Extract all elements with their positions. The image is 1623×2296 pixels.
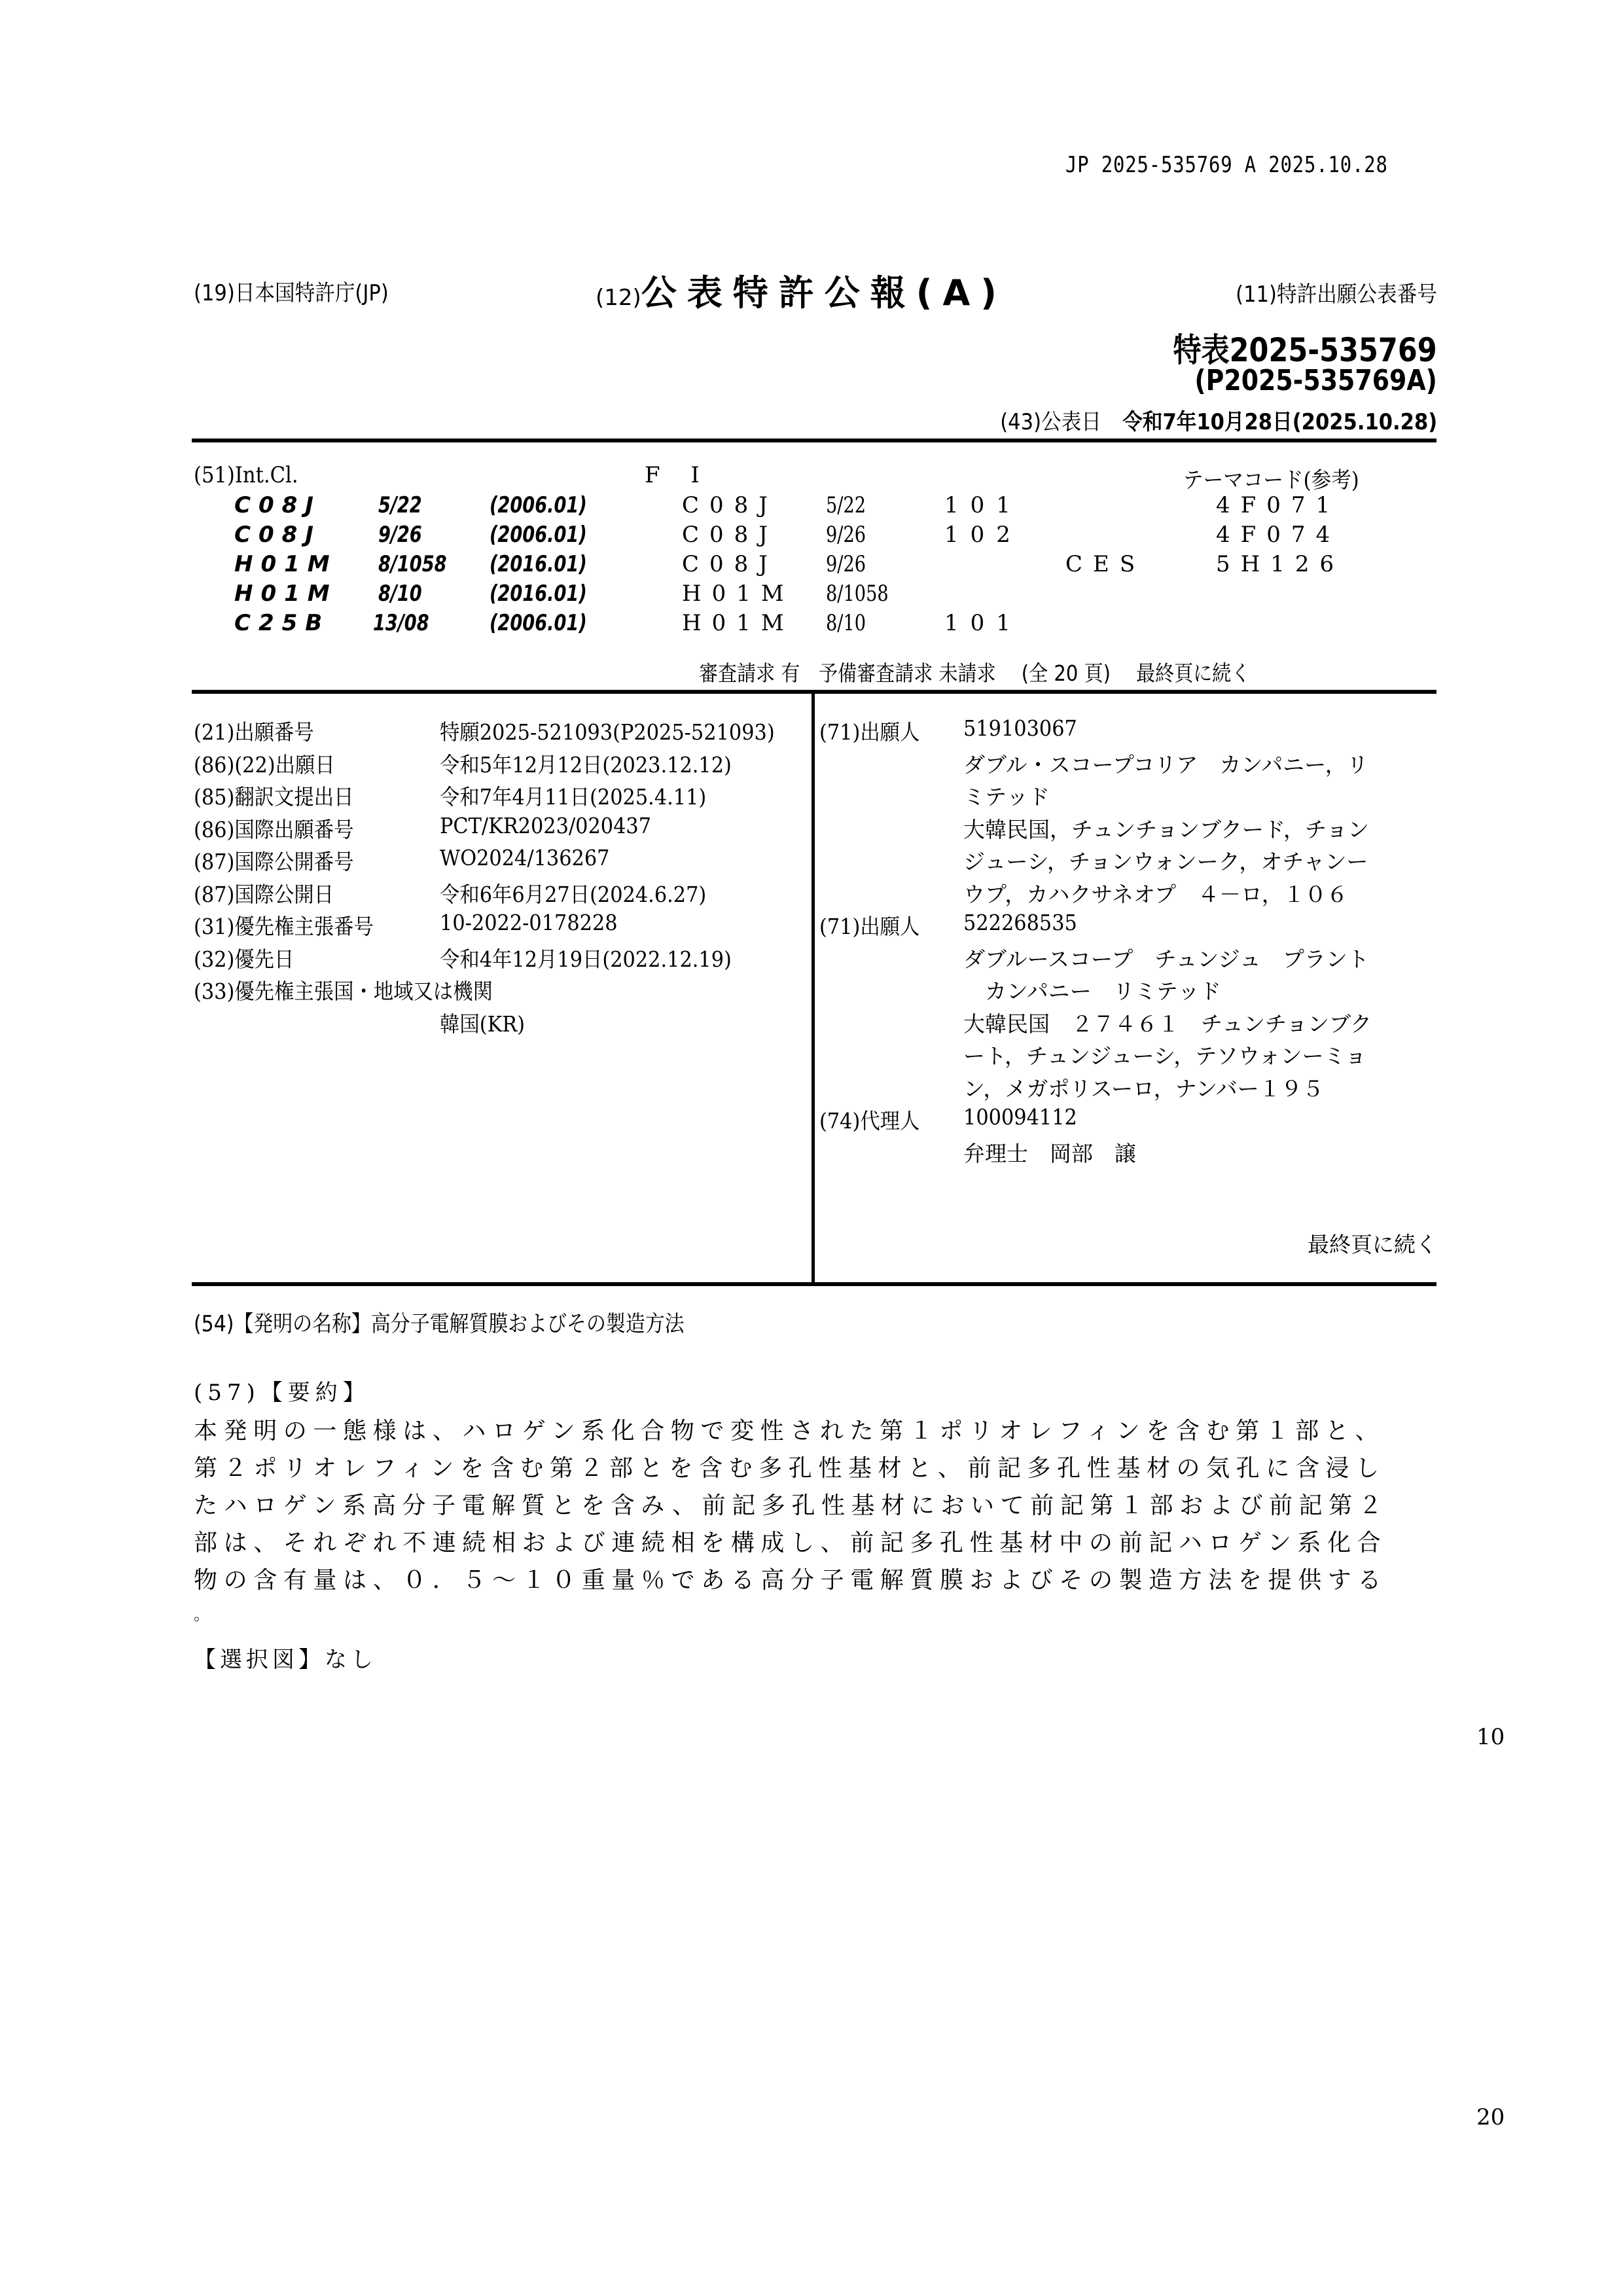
intcl-version: (2006.01): [490, 492, 587, 518]
applicant-id: 519103067: [963, 715, 1077, 741]
priority-number-label: (31)優先権主張番号: [194, 914, 374, 939]
examination-status: [699, 656, 1250, 687]
intl-application-number: PCT/KR2023/020437: [440, 813, 652, 838]
theme-code: 4F074: [1216, 522, 1341, 548]
application-number: 特願2025-521093(P2025-521093): [440, 719, 775, 745]
translation-date: 令和7年4月11日(2025.4.11): [440, 784, 707, 810]
publication-title: [596, 265, 1007, 315]
priority-date-label: (32)優先日: [194, 946, 294, 972]
publication-number: 特表2025-535769: [1173, 331, 1437, 369]
intcl-class: C25B: [234, 610, 330, 636]
priority-country-label: (33)優先権主張国・地域又は機関: [194, 978, 493, 1004]
intcl-group: 5/22: [378, 492, 422, 518]
abstract-heading: (57)【要約】: [194, 1380, 370, 1406]
applicant-address: ジューシ，チョンウォンーク，オチャンー: [963, 849, 1368, 874]
margin-line-number: 10: [1476, 1724, 1505, 1750]
prelim-exam-request: 予備審査請求 未請求: [819, 660, 996, 686]
applicant-address: 大韓民国，チュンチョンブクード，チョン: [963, 817, 1370, 842]
applicant-label: (71)出願人: [819, 719, 920, 745]
theme-code: 5H126: [1216, 551, 1345, 577]
bottom-rule: [192, 1282, 1436, 1286]
priority-date: 令和4年12月19日(2022.12.19): [440, 946, 732, 972]
fi-subgroup: 101: [944, 492, 1022, 518]
fi-class: C08J: [682, 551, 778, 577]
application-number-label: (21)出願番号: [194, 719, 314, 745]
continued-note: 最終頁に続く: [1308, 1232, 1437, 1257]
fi-class: C08J: [682, 522, 778, 548]
priority-country: 韓国(KR): [440, 1011, 525, 1037]
applicant-id: 522268535: [963, 910, 1077, 935]
intcl-class: H01M: [234, 551, 338, 577]
intcl-version: (2006.01): [490, 522, 587, 548]
agent-id: 100094112: [963, 1104, 1077, 1130]
fi-class: H01M: [682, 610, 794, 636]
intl-publication-number: WO2024/136267: [440, 845, 610, 870]
continued-note: 最終頁に続く: [1136, 660, 1251, 686]
applicant-name: ダブルースコープ チュンジュ プラント: [963, 946, 1369, 972]
abstract-line: 物の含有量は、０．５～１０重量％である高分子電解質膜およびその製造方法を提供する: [194, 1567, 1388, 1594]
publication-date-value: 令和7年10月28日(2025.10.28): [1122, 409, 1437, 435]
agent-label: (74)代理人: [819, 1108, 920, 1134]
intcl-group: 13/08: [373, 610, 429, 636]
fi-group: 9/26: [826, 522, 866, 548]
filing-date-label: (86)(22)出願日: [194, 752, 335, 778]
intcl-group: 8/1058: [378, 551, 447, 577]
intcl-label: (51)Int.Cl.: [194, 462, 298, 488]
applicant-name: ダブル・スコープコリア カンパニー，リ: [963, 752, 1368, 778]
filing-date: 令和5年12月12日(2023.12.12): [440, 752, 732, 778]
fi-group: 9/26: [826, 551, 866, 577]
intcl-version: (2016.01): [490, 551, 587, 577]
agent-name: 弁理士 岡部 譲: [963, 1141, 1136, 1166]
fi-label: F I: [645, 462, 711, 488]
invention-title: (54)【発明の名称】高分子電解質膜およびその製造方法: [194, 1311, 685, 1337]
theme-code: 4F071: [1216, 492, 1341, 518]
fi-extra: CES: [1065, 551, 1146, 577]
publication-number-label: (11)特許出願公表番号: [1236, 281, 1437, 308]
applicant-name: ミテッド: [963, 784, 1050, 810]
intl-publication-date: 令和6年6月27日(2024.6.27): [440, 882, 707, 907]
publication-number-p: (P2025-535769A): [1194, 364, 1437, 397]
abstract-line: 。: [194, 1605, 216, 1624]
abstract-line: たハロゲン系高分子電解質とを含み、前記多孔性基材において前記第１部および前記第２: [194, 1492, 1389, 1519]
intl-application-number-label: (86)国際出願番号: [194, 817, 354, 842]
title-text: 公表特許公報(A): [641, 272, 1007, 314]
abstract-line: 本発明の一態様は、ハロゲン系化合物で変性された第１ポリオレフィンを含む第１部と、: [194, 1418, 1385, 1444]
priority-number: 10-2022-0178228: [440, 910, 618, 935]
intcl-class: H01M: [234, 581, 338, 607]
applicant-address: ン，メガポリスーロ，ナンバー１９５: [963, 1076, 1324, 1102]
intcl-version: (2016.01): [490, 581, 587, 607]
intcl-class: C08J: [234, 492, 321, 518]
applicant-address: ート，チュンジューシ，テソウォンーミョ: [963, 1043, 1366, 1069]
applicant-name: カンパニー リミテッド: [963, 978, 1221, 1004]
column-divider: [812, 692, 815, 1284]
fi-group: 8/10: [826, 610, 866, 636]
intl-publication-number-label: (87)国際公開番号: [194, 849, 354, 874]
exam-request: 審査請求 有: [699, 660, 800, 686]
publication-date: [1000, 404, 1437, 436]
fi-class: H01M: [682, 581, 794, 607]
publication-date-label: (43)公表日: [999, 409, 1101, 435]
applicant-address: 大韓民国 ２７４６１ チュンチョンブク: [963, 1011, 1372, 1037]
page-count: (全 20 頁): [1021, 660, 1111, 686]
title-number: (12): [596, 285, 641, 311]
applicant-label: (71)出願人: [819, 914, 920, 939]
applicant-address: ウプ，カハクサネオプ ４－ロ，１０６: [963, 882, 1348, 907]
fi-group: 8/1058: [826, 581, 889, 607]
abstract-line: 部は、それぞれ不連続相および連続相を構成し、前記多孔性基材中の前記ハロゲン系化合: [194, 1530, 1387, 1556]
abstract-line: 第２ポリオレフィンを含む第２部とを含む多孔性基材と、前記多孔性基材の気孔に含浸し: [194, 1455, 1385, 1482]
intcl-group: 9/26: [378, 522, 422, 548]
top-rule: [192, 439, 1436, 442]
intcl-class: C08J: [234, 522, 321, 548]
fi-class: C08J: [682, 492, 778, 518]
margin-line-number: 20: [1476, 2104, 1505, 2130]
translation-date-label: (85)翻訳文提出日: [194, 784, 354, 810]
selected-figure: 【選択図】なし: [194, 1647, 377, 1673]
patent-office: (19)日本国特許庁(JP): [194, 280, 389, 306]
intcl-group: 8/10: [378, 581, 422, 607]
document-code-header: JP 2025-535769 A 2025.10.28: [1065, 152, 1388, 178]
fi-subgroup: 102: [944, 522, 1022, 548]
intcl-version: (2006.01): [490, 610, 587, 636]
theme-code-label: テーマコード(参考): [1183, 467, 1359, 493]
fi-group: 5/22: [826, 492, 866, 518]
intl-publication-date-label: (87)国際公開日: [194, 882, 334, 907]
fi-subgroup: 101: [944, 610, 1022, 636]
